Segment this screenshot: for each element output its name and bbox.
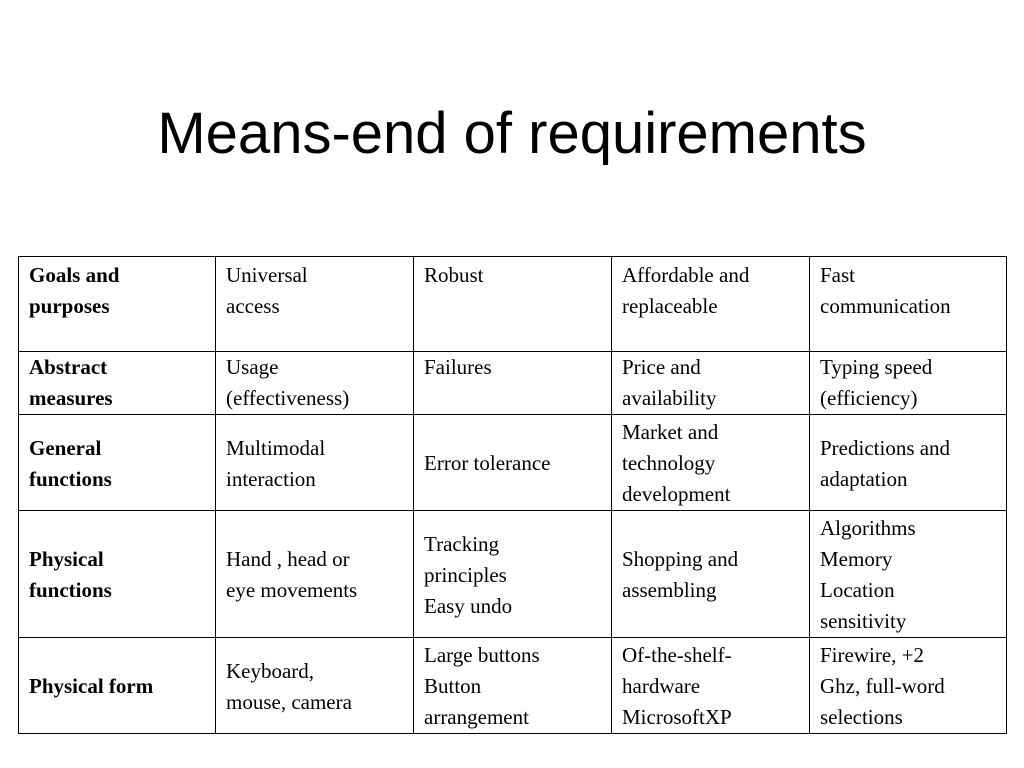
table-cell: Failures (414, 352, 612, 415)
table-row-goals-and-purposes (19, 257, 1007, 352)
table-row-physical-functions (19, 511, 1007, 638)
table-cell: Hand , head or eye movements (216, 511, 414, 638)
row-header: Physical functions (19, 511, 216, 638)
row-header: Abstract measures (19, 352, 216, 415)
table-row-abstract-measures (19, 352, 1007, 415)
table-cell: Universal access (216, 257, 414, 352)
table-cell: Robust (414, 257, 612, 352)
table-cell: Usage (effectiveness) (216, 352, 414, 415)
table-cell: Of-the-shelf- hardware MicrosoftXP (612, 638, 810, 734)
row-header: Physical form (19, 638, 216, 734)
row-header: General functions (19, 415, 216, 511)
table-cell: Price and availability (612, 352, 810, 415)
means-end-table (18, 256, 1007, 734)
table-cell: Tracking principles Easy undo (414, 511, 612, 638)
table-cell: Error tolerance (414, 415, 612, 511)
table-cell: Firewire, +2 Ghz, full-word selections (810, 638, 1007, 734)
table-cell: Large buttons Button arrangement (414, 638, 612, 734)
table-cell: Fast communication (810, 257, 1007, 352)
row-header: Goals and purposes (19, 257, 216, 352)
table-cell: Algorithms Memory Location sensitivity (810, 511, 1007, 638)
table-cell: Shopping and assembling (612, 511, 810, 638)
table-cell: Typing speed (efficiency) (810, 352, 1007, 415)
table-row-physical-form (19, 638, 1007, 734)
slide-title: Means-end of requirements (157, 101, 867, 166)
table-cell: Affordable and replaceable (612, 257, 810, 352)
table-cell: Predictions and adaptation (810, 415, 1007, 511)
table-cell: Market and technology development (612, 415, 810, 511)
table-row-general-functions (19, 415, 1007, 511)
table-cell: Keyboard, mouse, camera (216, 638, 414, 734)
table-cell: Multimodal interaction (216, 415, 414, 511)
